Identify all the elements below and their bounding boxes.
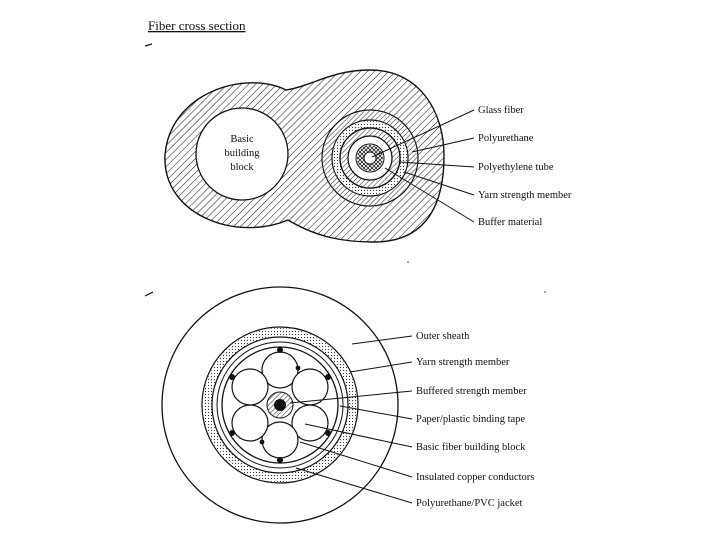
callout-polyurethane: Polyurethane: [478, 133, 534, 144]
figure-title: Fiber cross section: [148, 18, 246, 33]
bottom-diagram: [162, 287, 534, 523]
corner-mark-mid: [145, 292, 153, 296]
bottom-central-strength-member: [274, 399, 286, 411]
corner-mark-top: [145, 44, 152, 46]
callout-outer-sheath: Outer sheath: [416, 331, 470, 342]
callout-binding-tape: Paper/plastic binding tape: [416, 414, 526, 425]
top-fiber-unit: [322, 110, 418, 206]
bottom-callouts: [416, 331, 534, 509]
top-diagram: [165, 70, 572, 242]
callout-jacket: Polyurethane/PVC jacket: [416, 498, 523, 509]
callout-yarn-strength-member-bottom: Yarn strength member: [416, 357, 510, 368]
stray-dot-b: [544, 291, 546, 293]
callout-yarn-strength-member-top: Yarn strength member: [478, 190, 572, 201]
callout-basic-fiber-building-block: Basic fiber building block: [416, 442, 526, 453]
fiber-block: [232, 369, 268, 405]
top-block-label-line2: building: [224, 148, 260, 159]
callout-buffered-strength-member: Buffered strength member: [416, 386, 527, 397]
callout-polyethylene-tube: Polyethylene tube: [478, 162, 554, 173]
callout-glass-fiber: Glass fiber: [478, 105, 524, 116]
callout-buffer-material: Buffer material: [478, 217, 543, 228]
top-block-label-line1: Basic: [230, 134, 254, 145]
callout-copper-conductors: Insulated copper conductors: [416, 472, 535, 483]
top-block-label-line3: block: [230, 162, 254, 173]
fiber-block: [232, 405, 268, 441]
top-glass-fiber-core: [364, 152, 376, 164]
top-callouts: [478, 105, 572, 228]
stray-dot-a: [407, 261, 409, 263]
